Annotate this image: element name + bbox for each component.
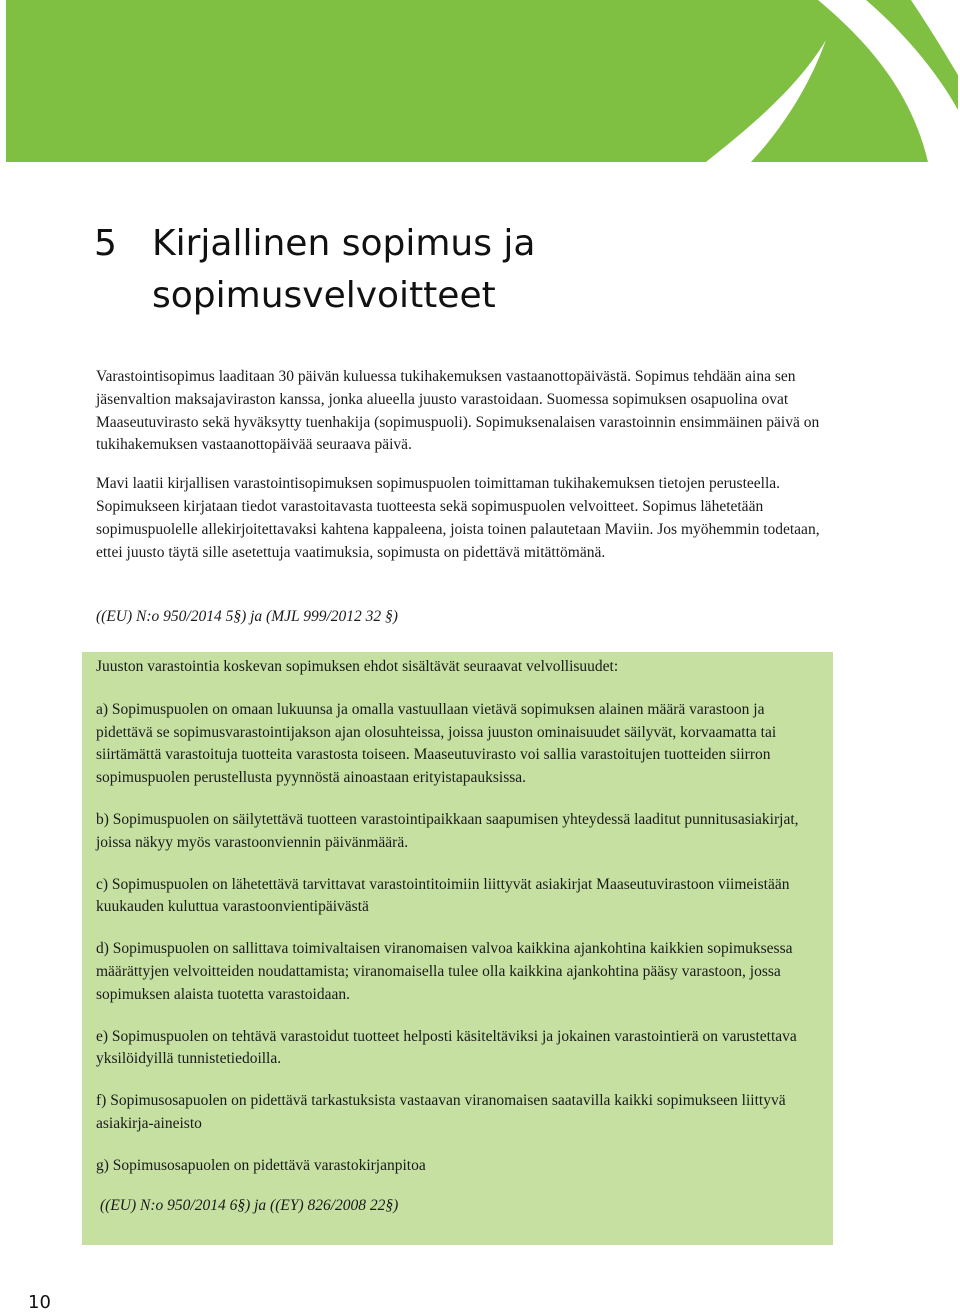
obligation-item: e) Sopimuspuolen on tehtävä varastoidut tuotteet helposti käsiteltäviksi ja jokainen varastointierä on varustettava yksilöidyillä tunnistetiedoilla. bbox=[96, 1027, 797, 1068]
obligations-box bbox=[82, 652, 833, 1245]
obligation-item: c) Sopimuspuolen on lähetettävä tarvittavat varastointitoimiin liittyvät asiakirjat Maaseutuvirastoon viimeistään kuukauden kuluttua varastoonvientipäivästä bbox=[96, 875, 790, 916]
legal-reference: ((EU) N:o 950/2014 5§) ja (MJL 999/2012 32 §) bbox=[96, 608, 398, 625]
intro-section bbox=[96, 366, 831, 580]
page-number: 10 bbox=[28, 1292, 51, 1313]
chapter-heading bbox=[94, 218, 854, 322]
obligation-item: b) Sopimuspuolen on säilytettävä tuotteen varastointipaikkaan saapumisen yhteydessä laaditut punnitusasiakirjat, joissa näkyy myös varastoonviennin päivänmäärä. bbox=[96, 810, 799, 851]
chapter-title: Kirjallinen sopimus ja sopimusvelvoitteet bbox=[152, 223, 536, 316]
intro-paragraph: Mavi laatii kirjallisen varastointisopimuksen sopimuspuolen toimittaman tukihakemuksen tietojen perusteella. Sopimukseen kirjataan tiedot varastoitavasta tuotteesta sekä sopimuspuolen velvoitteet. Sopimus lähetetään sopimuspuolelle allekirjoitettavaksi kahtena kappaleena, joista toinen palautetaan Maviin. Jos myöhemmin todetaan, ettei juusto täytä sille asetettuja vaatimuksia, sopimusta on pidettävä mitättömänä. bbox=[96, 475, 820, 561]
intro-paragraph: Varastointisopimus laaditaan 30 päivän kuluessa tukihakemuksen vastaanottopäivästä. Sopimus tehdään aina sen jäsenvaltion maksajaviraston kanssa, jonka alueella juusto varastoidaan. Suomessa sopimuksen osapuolina ovat Maaseutuvirasto sekä hyväksytty tuenhakija (sopimuspuoli). Sopimuksenalaisen varastoinnin ensimmäinen päivä on tukihakemuksen vastaanottopäivää seuraava päivä. bbox=[96, 368, 820, 454]
obligation-item: a) Sopimuspuolen on omaan lukuunsa ja omalla vastuullaan vietävä sopimuksen alainen määrä varastoon ja pidettävä se sopimusvarastointijakson ajan olosuhteissa, joissa juuston ominaisuudet säilyvät, korvaamatta tai siirtämättä varastoituja tuotteita varastosta toiseen. Maaseutuvirasto voi sallia varastoitujen tuotteiden siirron sopimuspuolen perustellusta pyynnöstä ainoastaan erityistapauksissa. bbox=[96, 700, 777, 787]
header-band bbox=[6, 0, 958, 162]
obligations-intro: Juuston varastointia koskevan sopimuksen ehdot sisältävät seuraavat velvollisuudet: bbox=[96, 658, 619, 675]
obligation-item: d) Sopimuspuolen on sallittava toimivaltaisen viranomaisen valvoa kaikkina ajankohtina kaikkien sopimuksessa määrättyjen velvoitteiden noudattamista; viranomaisella tulee olla kaikkina ajankohtina pääsy varastoon, jossa sopimuksen alaista tuotetta varastoidaan. bbox=[96, 940, 793, 1003]
obligations-legal-reference: ((EU) N:o 950/2014 6§) ja ((EY) 826/2008 22§) bbox=[100, 1196, 399, 1214]
obligation-item: f) Sopimusosapuolen on pidettävä tarkastuksista vastaavan viranomaisen saatavilla kaikki sopimukseen liittyvä asiakirja-aineisto bbox=[96, 1092, 786, 1132]
chapter-number: 5 bbox=[94, 223, 117, 264]
obligation-item: g) Sopimusosapuolen on pidettävä varastokirjanpitoa bbox=[96, 1156, 426, 1174]
leaf-decoration-icon bbox=[6, 0, 958, 162]
